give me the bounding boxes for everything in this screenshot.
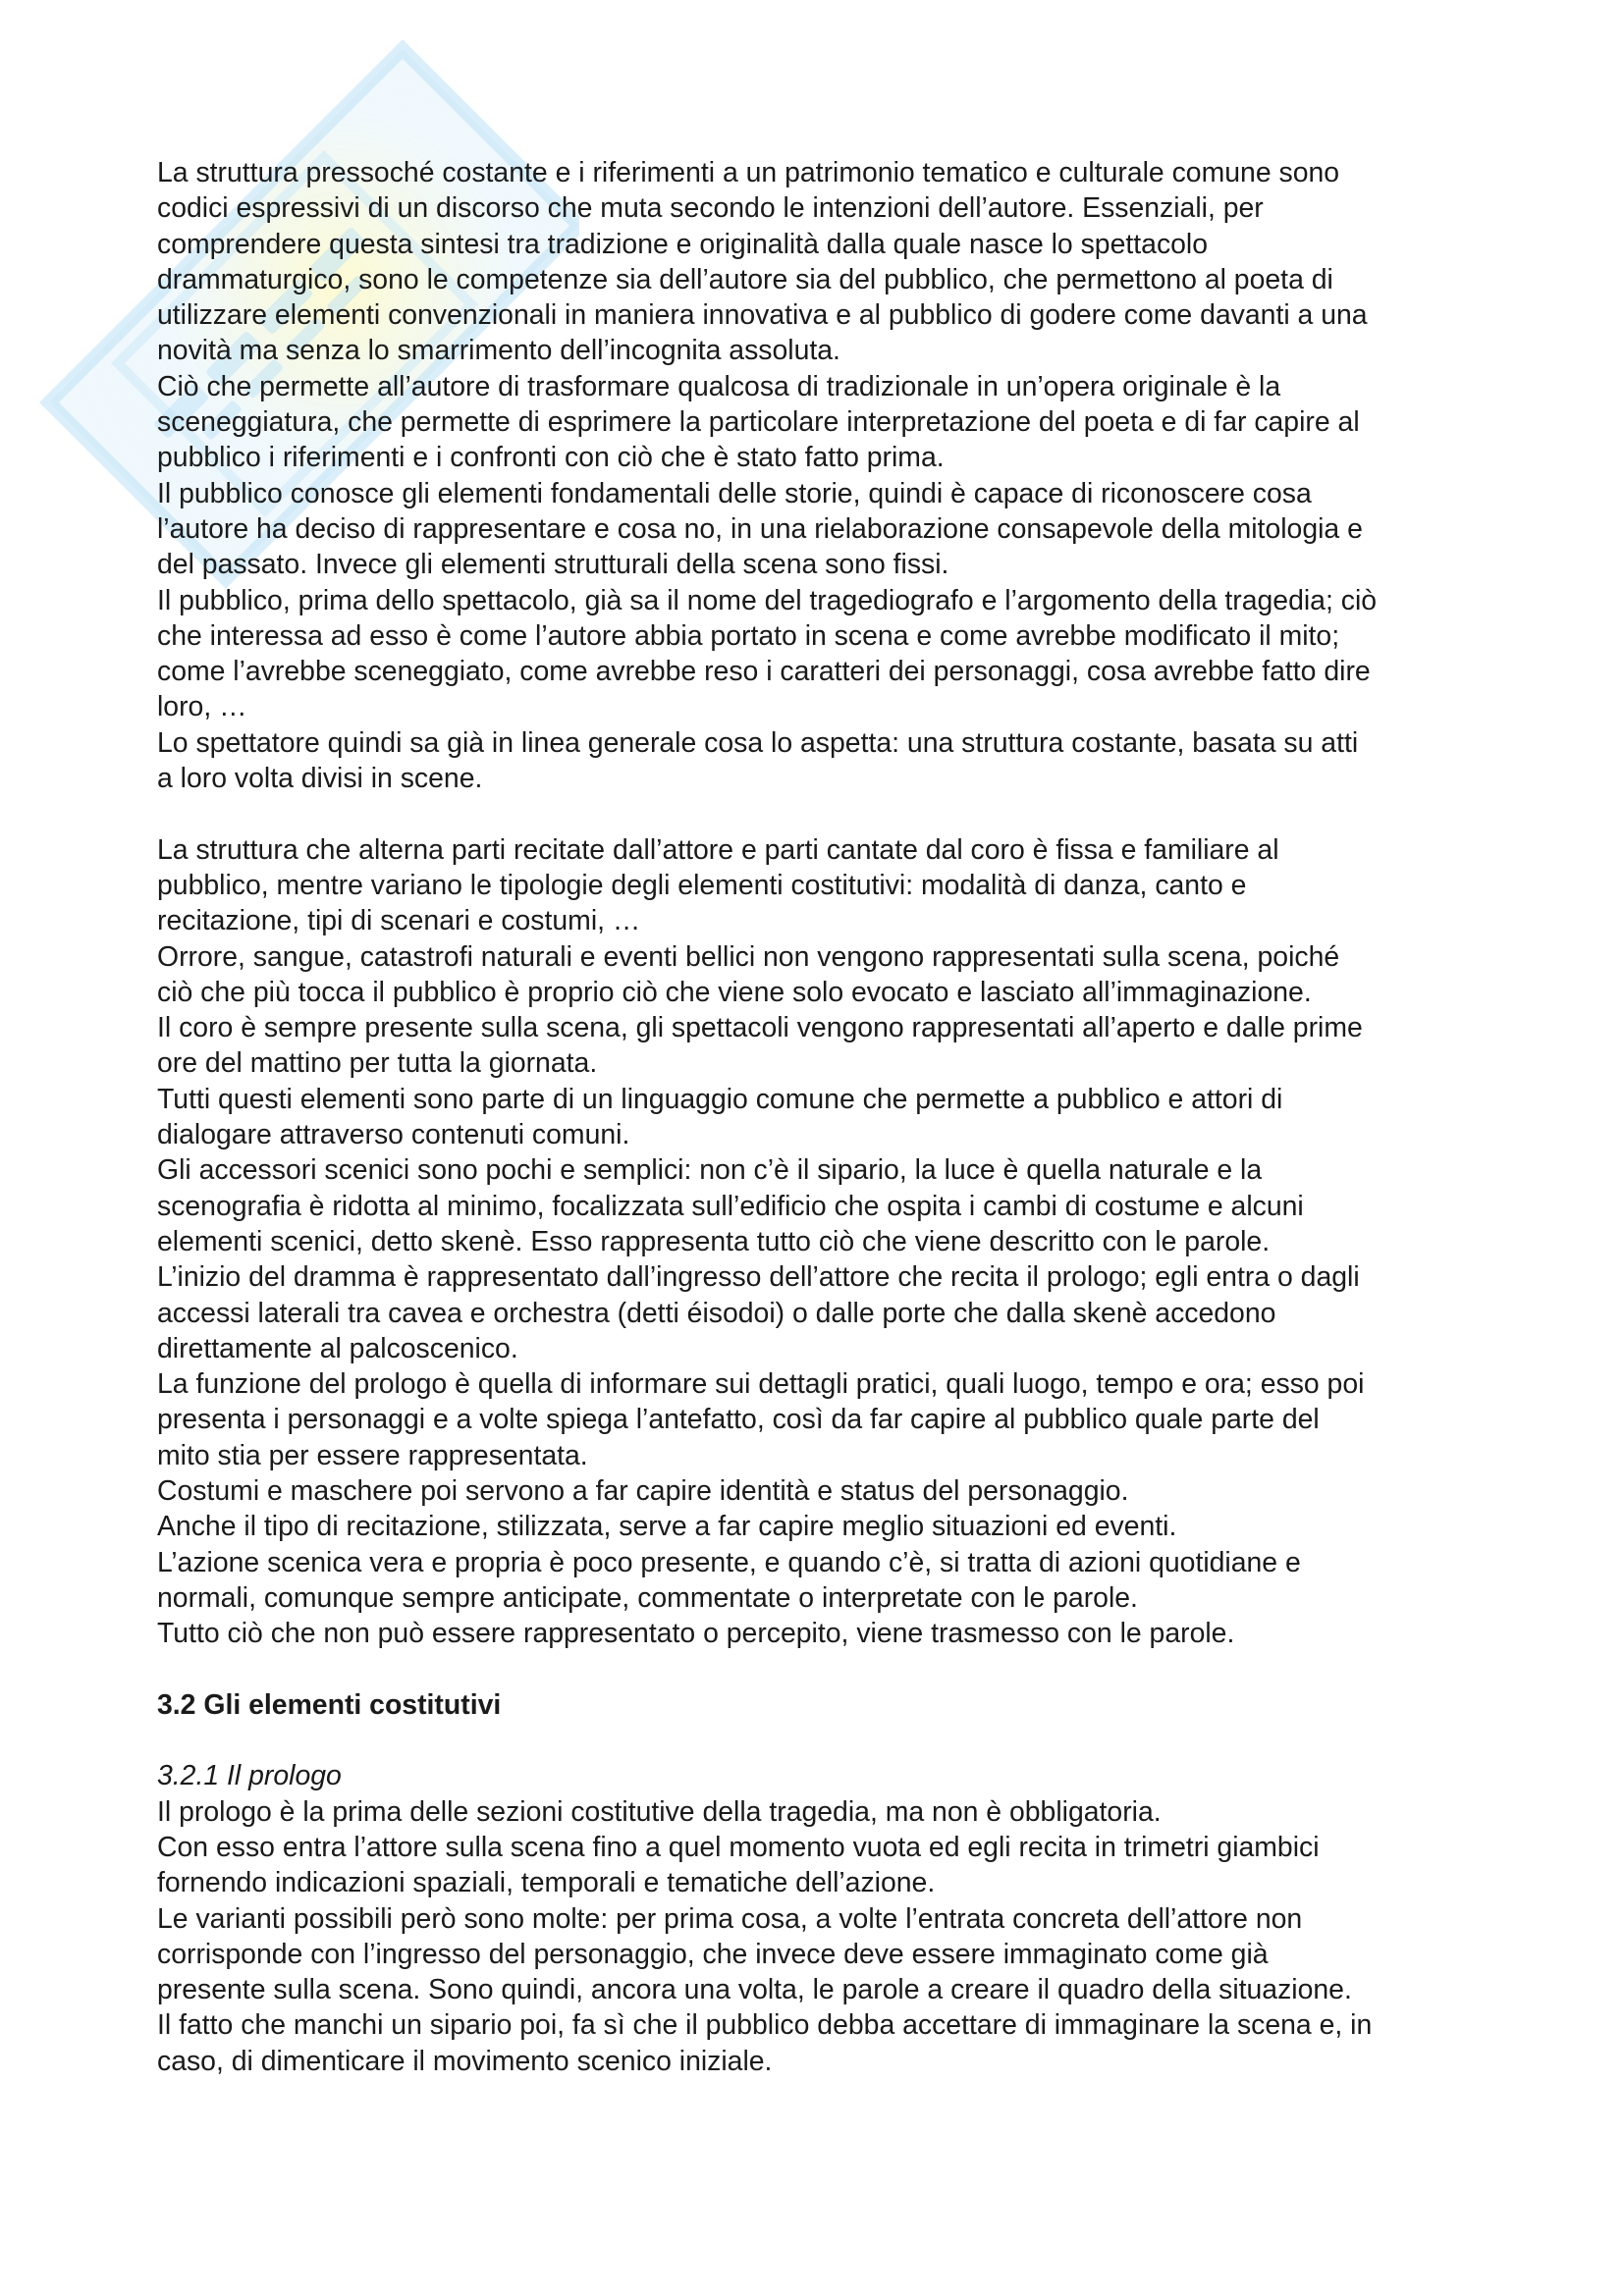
text-line: Tutti questi elementi sono parte di un linguaggio comune che permette a pubblico e attori di	[157, 1083, 1283, 1115]
text-line: sceneggiatura, che permette di esprimere la particolare interpretazione del poeta e di far capire al	[157, 406, 1360, 439]
section-heading: 3.2 Gli elementi costitutivi	[157, 1688, 502, 1721]
text-line: mito stia per essere rappresentata.	[157, 1439, 588, 1471]
text-line: pubblico, mentre variano le tipologie degli elementi costitutivi: modalità di danza, canto e	[157, 869, 1247, 901]
text-line: La funzione del prologo è quella di informare sui dettagli pratici, quali luogo, tempo e ora; esso poi	[157, 1368, 1365, 1401]
text-line: dialogare attraverso contenuti comuni.	[157, 1119, 630, 1151]
text-line: novità ma senza lo smarrimento dell’incognita assoluta.	[157, 335, 840, 367]
text-line: Orrore, sangue, catastrofi naturali e eventi bellici non vengono rappresentati sulla scena, poiché	[157, 940, 1340, 973]
text-line: La struttura pressoché costante e i riferimenti a un patrimonio tematico e culturale comune sono	[157, 157, 1340, 188]
text-line: comprendere questa sintesi tra tradizione e originalità dalla quale nasce lo spettacolo	[157, 228, 1209, 260]
text-line: codici espressivi di un discorso che muta secondo le intenzioni dell’autore. Essenziali, per	[157, 192, 1264, 225]
text-line: L’inizio del dramma è rappresentato dall’ingresso dell’attore che recita il prologo; egli entra o dagli	[157, 1261, 1360, 1294]
text-line: Tutto ciò che non può essere rappresentato o percepito, viene trasmesso con le parole.	[157, 1618, 1235, 1650]
text-line: corrisponde con l’ingresso del personaggio, che invece deve essere immaginato come già	[157, 1938, 1269, 1970]
text-line: direttamente al palcoscenico.	[157, 1332, 518, 1364]
text-line: elementi scenici, detto skenè. Esso rappresenta tutto ciò che viene descritto con le parole.	[157, 1225, 1271, 1257]
text-line: Lo spettatore quindi sa già in linea generale cosa lo aspetta: una struttura costante, basata su atti	[157, 726, 1359, 759]
text-line: Anche il tipo di recitazione, stilizzata, serve a far capire meglio situazioni ed eventi.	[157, 1511, 1177, 1543]
text-line: che interessa ad esso è come l’autore abbia portato in scena e come avrebbe modificato il mito;	[157, 619, 1340, 652]
text-line: fornendo indicazioni spaziali, temporali e tematiche dell’azione.	[157, 1867, 936, 1899]
text-line: ore del mattino per tutta la giornata.	[157, 1047, 598, 1080]
text-line: caso, di dimenticare il movimento scenico iniziale.	[157, 2045, 773, 2077]
text-line: normali, comunque sempre anticipate, commentate o interpretate con le parole.	[157, 1581, 1138, 1614]
text-line: pubblico i riferimenti e i confronti con ciò che è stato fatto prima.	[157, 442, 945, 474]
text-line: scenografia è ridotta al minimo, focalizzata sull’edificio che ospita i cambi di costume e alcuni	[157, 1190, 1304, 1222]
subsection-heading: 3.2.1 Il prologo	[157, 1760, 342, 1792]
text-line: Gli accessori scenici sono pochi e semplici: non c’è il sipario, la luce è quella naturale e la	[157, 1154, 1263, 1187]
text-line: Il pubblico, prima dello spettacolo, già sa il nome del tragediografo e l’argomento della tragedia; ciò	[157, 584, 1378, 616]
text-line: Le varianti possibili però sono molte: per prima cosa, a volte l’entrata concreta dell’attore non	[157, 1902, 1303, 1935]
text-line: utilizzare elementi convenzionali in maniera innovativa e al pubblico di godere come davanti a una	[157, 299, 1368, 332]
document-body	[157, 155, 1483, 2079]
blank-line	[157, 1723, 1483, 1758]
blank-line	[157, 796, 1483, 831]
text-line: come l’avrebbe sceneggiato, come avrebbe reso i caratteri dei personaggi, cosa avrebbe fatto dire	[157, 656, 1371, 688]
text-line: L’azione scenica vera e propria è poco presente, e quando c’è, si tratta di azioni quotidiane e	[157, 1546, 1301, 1578]
text-line: Con esso entra l’attore sulla scena fino a quel momento vuota ed egli recita in trimetri giambici	[157, 1831, 1320, 1863]
blank-line	[157, 1651, 1483, 1686]
text-line: drammaturgico, sono le competenze sia dell’autore sia del pubblico, che permettono al poeta di	[157, 263, 1333, 295]
text-line: recitazione, tipi di scenari e costumi, …	[157, 905, 641, 937]
paragraph-block-1	[157, 155, 1483, 796]
text-line: presente sulla scena. Sono quindi, ancora una volta, le parole a creare il quadro della situazione.	[157, 1974, 1352, 2006]
text-line: Costumi e maschere poi servono a far capire identità e status del personaggio.	[157, 1474, 1129, 1507]
text-line: ciò che più tocca il pubblico è proprio ciò che viene solo evocato e lasciato all’immaginazione.	[157, 976, 1312, 1008]
text-line: l’autore ha deciso di rappresentare e cosa no, in una rielaborazione consapevole della mitologia e	[157, 512, 1363, 545]
text-line: del passato. Invece gli elementi strutturali della scena sono fissi.	[157, 549, 949, 581]
text-line: presenta i personaggi e a volte spiega l’antefatto, così da far capire al pubblico quale parte del	[157, 1404, 1320, 1436]
text-line: loro, …	[157, 691, 247, 723]
paragraph-block-2	[157, 832, 1483, 1652]
text-line: Il pubblico conosce gli elementi fondamentali delle storie, quindi è capace di riconoscere cosa	[157, 477, 1312, 509]
text-line: a loro volta divisi in scene.	[157, 763, 483, 795]
text-line: Il fatto che manchi un sipario poi, fa sì che il pubblico debba accettare di immaginare la scena e, in	[157, 2009, 1373, 2042]
text-line: Ciò che permette all’autore di trasformare qualcosa di tradizionale in un’opera originale è la	[157, 370, 1281, 402]
text-line: accessi laterali tra cavea e orchestra (detti éisodoi) o dalle porte che dalla skenè accedono	[157, 1297, 1276, 1329]
text-line: La struttura che alterna parti recitate dall’attore e parti cantate dal coro è fissa e familiare al	[157, 833, 1279, 866]
text-line: Il prologo è la prima delle sezioni costitutive della tragedia, ma non è obbligatoria.	[157, 1795, 1162, 1828]
text-line: Il coro è sempre presente sulla scena, gli spettacoli vengono rappresentati all’aperto e dalle prime	[157, 1012, 1363, 1044]
paragraph-block-3	[157, 1794, 1483, 2079]
